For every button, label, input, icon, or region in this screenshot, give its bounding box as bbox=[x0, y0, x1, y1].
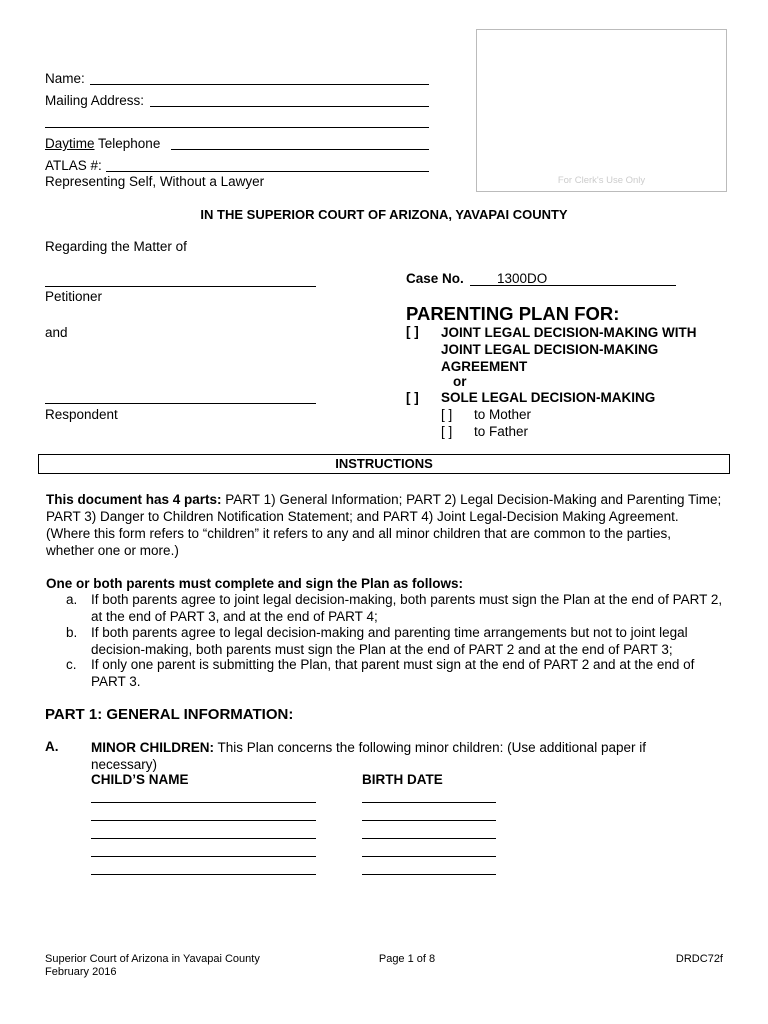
joint-option-label: JOINT LEGAL DECISION-MAKING WITH JOINT LEGAL DECISION-MAKING AGREEMENT bbox=[441, 325, 697, 374]
birth-date-field-2[interactable] bbox=[362, 820, 496, 821]
case-number-label: Case No. bbox=[406, 271, 464, 286]
telephone-field[interactable] bbox=[171, 149, 429, 150]
list-item: a. If both parents agree to joint legal decision-making, both parents must sign the Plan at the end of PART 2, at the end of PART 3, and at the end of PART 4; bbox=[66, 592, 723, 624]
father-checkbox[interactable]: [ ] bbox=[441, 424, 453, 439]
footer-date: February 2016 bbox=[45, 966, 117, 978]
or-text: or bbox=[453, 374, 467, 389]
mailing-address-field[interactable] bbox=[150, 106, 429, 107]
footer-form-id: DRDC72f bbox=[675, 953, 723, 965]
footer-left bbox=[45, 953, 260, 979]
name-field[interactable] bbox=[90, 84, 429, 85]
joint-checkbox[interactable]: [ ] bbox=[406, 324, 419, 339]
sign-heading: One or both parents must complete and sign the Plan as follows: bbox=[46, 576, 464, 591]
minor-children-text: MINOR CHILDREN: This Plan concerns the following minor children: (Use additional paper if necessary) bbox=[91, 740, 646, 772]
clerk-use-box bbox=[476, 29, 727, 192]
birth-date-field-1[interactable] bbox=[362, 802, 496, 803]
petitioner-field[interactable] bbox=[45, 286, 316, 287]
child-name-field-2[interactable] bbox=[91, 820, 316, 821]
birth-date-field-3[interactable] bbox=[362, 838, 496, 839]
mailing-address-label: Mailing Address: bbox=[45, 93, 145, 108]
birth-date-field-5[interactable] bbox=[362, 874, 496, 875]
child-name-field-3[interactable] bbox=[91, 838, 316, 839]
footer-page: Page 1 of 8 bbox=[378, 953, 436, 965]
mother-label: to Mother bbox=[474, 407, 532, 422]
plan-title: PARENTING PLAN FOR: bbox=[406, 303, 620, 324]
petitioner-label: Petitioner bbox=[45, 289, 103, 304]
child-name-field-4[interactable] bbox=[91, 856, 316, 857]
representing-text: Representing Self, Without a Lawyer bbox=[45, 174, 265, 189]
instructions-heading: INSTRUCTIONS bbox=[38, 454, 730, 474]
child-name-field-1[interactable] bbox=[91, 802, 316, 803]
father-label: to Father bbox=[474, 424, 529, 439]
atlas-field[interactable] bbox=[106, 171, 429, 172]
child-name-field-5[interactable] bbox=[91, 874, 316, 875]
list-item: b. If both parents agree to legal decision-making and parenting time arrangements but not to joint legal decision-making, both parents must sign the Plan at the end of PART 2 and at the end of PART 3; bbox=[66, 625, 688, 657]
parts-paragraph: This document has 4 parts: PART 1) General Information; PART 2) Legal Decision-Making and Parenting Time; PART 3) Danger to Children Notification Statement; and PART 4) Joint Legal-Decision Making Agreement. (Where this form refers to “children” it refers to any and all minor children that are common to the parties, whether one or more.) bbox=[46, 492, 722, 558]
part1-heading: PART 1: GENERAL INFORMATION: bbox=[45, 706, 294, 723]
mailing-address-field-2[interactable] bbox=[45, 127, 429, 128]
respondent-field[interactable] bbox=[45, 403, 316, 404]
court-title: IN THE SUPERIOR COURT OF ARIZONA, YAVAPAI COUNTY bbox=[200, 207, 568, 222]
regarding-text: Regarding the Matter of bbox=[45, 239, 187, 254]
section-a-marker: A. bbox=[45, 739, 59, 754]
respondent-label: Respondent bbox=[45, 407, 118, 422]
telephone-label: Daytime Telephone bbox=[45, 136, 161, 151]
footer-court: Superior Court of Arizona in Yavapai County bbox=[45, 953, 260, 965]
sole-option-label: SOLE LEGAL DECISION-MAKING bbox=[441, 390, 656, 405]
list-item: c. If only one parent is submitting the Plan, that parent must sign at the end of PART 2 and at the end of PART 3. bbox=[66, 657, 695, 689]
mother-checkbox[interactable]: [ ] bbox=[441, 407, 453, 422]
clerk-use-label: For Clerk's Use Only bbox=[557, 175, 646, 186]
birth-date-field-4[interactable] bbox=[362, 856, 496, 857]
and-text: and bbox=[45, 325, 68, 340]
atlas-label: ATLAS #: bbox=[45, 158, 102, 173]
birth-date-header: BIRTH DATE bbox=[362, 772, 443, 787]
name-label: Name: bbox=[45, 71, 85, 86]
sole-checkbox[interactable]: [ ] bbox=[406, 390, 419, 405]
child-name-header: CHILD’S NAME bbox=[91, 772, 189, 787]
case-number-value: 1300DO bbox=[497, 271, 548, 286]
